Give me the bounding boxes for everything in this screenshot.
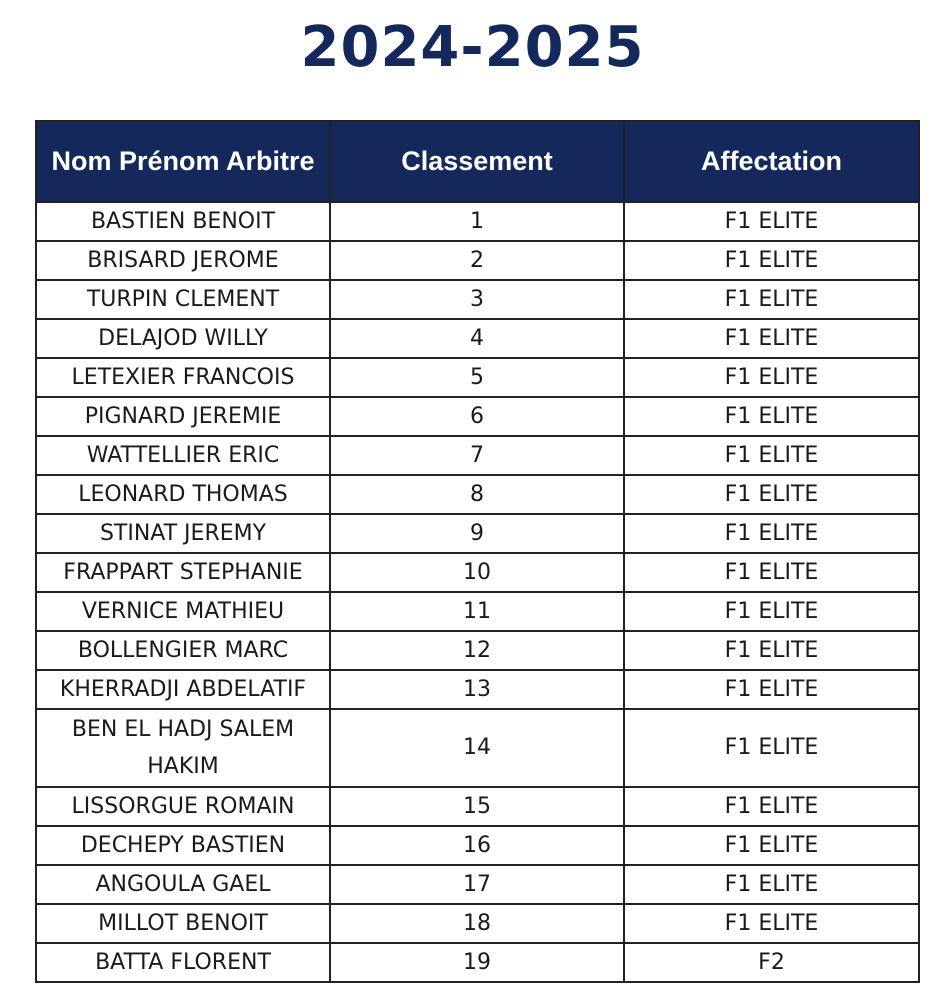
referee-name: BRISARD JEROME [36, 241, 330, 280]
referee-rank: 11 [330, 592, 624, 631]
referee-name: DELAJOD WILLY [36, 319, 330, 358]
referee-rank: 12 [330, 631, 624, 670]
referee-rank: 7 [330, 436, 624, 475]
referee-rank: 8 [330, 475, 624, 514]
referee-name: LEONARD THOMAS [36, 475, 330, 514]
referee-assignment: F1 ELITE [624, 709, 919, 787]
referee-rank: 16 [330, 826, 624, 865]
referee-name: BATTA FLORENT [36, 943, 330, 982]
table-row [36, 670, 919, 709]
referee-name: MILLOT BENOIT [36, 904, 330, 943]
table-row [36, 280, 919, 319]
table-row [36, 592, 919, 631]
referee-rank: 2 [330, 241, 624, 280]
table-row [36, 904, 919, 943]
referee-rank: 4 [330, 319, 624, 358]
referee-name: LETEXIER FRANCOIS [36, 358, 330, 397]
referee-name: TURPIN CLEMENT [36, 280, 330, 319]
page-title: 2024-2025 [300, 15, 645, 80]
table-row [36, 436, 919, 475]
table-row [36, 631, 919, 670]
referee-rank: 1 [330, 202, 624, 241]
referee-rank: 15 [330, 787, 624, 826]
column-header-name: Nom Prénom Arbitre [36, 121, 330, 202]
referee-assignment: F1 ELITE [624, 826, 919, 865]
table-row [36, 202, 919, 241]
referee-name: PIGNARD JEREMIE [36, 397, 330, 436]
referee-name: DECHEPY BASTIEN [36, 826, 330, 865]
referee-rank: 18 [330, 904, 624, 943]
referee-assignment: F1 ELITE [624, 319, 919, 358]
referee-assignment: F1 ELITE [624, 475, 919, 514]
referee-name: STINAT JEREMY [36, 514, 330, 553]
table-row [36, 319, 919, 358]
referee-name: LISSORGUE ROMAIN [36, 787, 330, 826]
referee-assignment: F2 [624, 943, 919, 982]
referee-assignment: F1 ELITE [624, 397, 919, 436]
referee-assignment: F1 ELITE [624, 592, 919, 631]
referee-assignment: F1 ELITE [624, 358, 919, 397]
referee-assignment: F1 ELITE [624, 202, 919, 241]
referee-rank: 5 [330, 358, 624, 397]
referee-assignment: F1 ELITE [624, 904, 919, 943]
referee-name: BEN EL HADJ SALEM HAKIM [36, 709, 330, 787]
referee-rank: 6 [330, 397, 624, 436]
table-row [36, 553, 919, 592]
referee-assignment: F1 ELITE [624, 241, 919, 280]
referee-ranking-table [35, 120, 920, 983]
table-row [36, 397, 919, 436]
table-row [36, 358, 919, 397]
table-row [36, 475, 919, 514]
referee-assignment: F1 ELITE [624, 631, 919, 670]
referee-name: WATTELLIER ERIC [36, 436, 330, 475]
referee-rank: 14 [330, 709, 624, 787]
referee-rank: 19 [330, 943, 624, 982]
referee-rank: 10 [330, 553, 624, 592]
referee-assignment: F1 ELITE [624, 787, 919, 826]
table-header-row [36, 121, 919, 202]
column-header-rank: Classement [330, 121, 624, 202]
referee-name: BASTIEN BENOIT [36, 202, 330, 241]
referee-rank: 3 [330, 280, 624, 319]
table-row [36, 241, 919, 280]
table-row [36, 943, 919, 982]
referee-assignment: F1 ELITE [624, 865, 919, 904]
referee-rank: 9 [330, 514, 624, 553]
referee-assignment: F1 ELITE [624, 553, 919, 592]
column-header-assignment: Affectation [624, 121, 919, 202]
table-row [36, 787, 919, 826]
referee-name: BOLLENGIER MARC [36, 631, 330, 670]
table-row [36, 826, 919, 865]
table-row [36, 865, 919, 904]
referee-name: VERNICE MATHIEU [36, 592, 330, 631]
referee-assignment: F1 ELITE [624, 670, 919, 709]
referee-assignment: F1 ELITE [624, 436, 919, 475]
referee-rank: 13 [330, 670, 624, 709]
table-row [36, 514, 919, 553]
referee-name: FRAPPART STEPHANIE [36, 553, 330, 592]
referee-name: KHERRADJI ABDELATIF [36, 670, 330, 709]
table-row [36, 709, 919, 787]
referee-rank: 17 [330, 865, 624, 904]
referee-assignment: F1 ELITE [624, 280, 919, 319]
referee-assignment: F1 ELITE [624, 514, 919, 553]
referee-name: ANGOULA GAEL [36, 865, 330, 904]
